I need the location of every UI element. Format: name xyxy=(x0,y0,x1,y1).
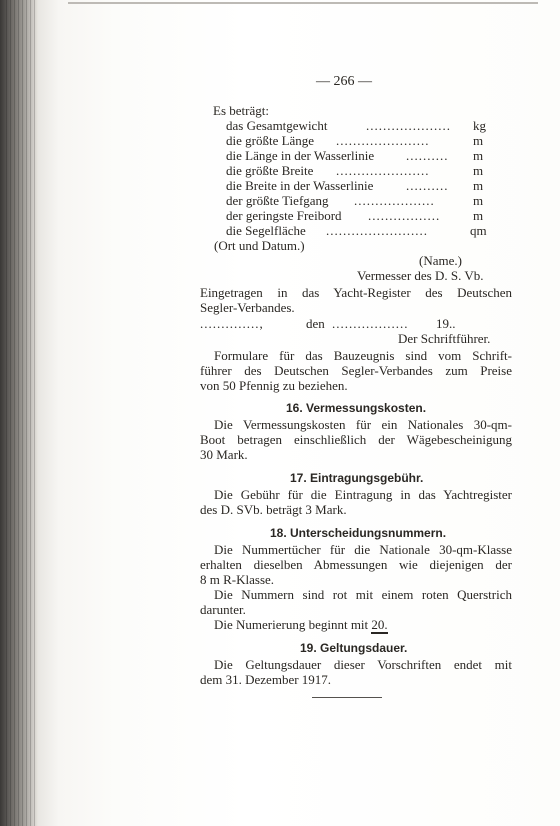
date-dots: .............., xyxy=(200,316,264,331)
section-line: Die Vermessungskosten für ein Nationales 30-qm- xyxy=(214,417,512,432)
name-label: (Name.) xyxy=(419,253,462,268)
dot-leader: ................... xyxy=(354,193,435,208)
measurement-unit: m xyxy=(473,133,484,148)
numbering-text: Die Numerierung beginnt mit xyxy=(214,617,369,632)
section-heading: 16. Vermessungskosten. xyxy=(286,401,427,415)
measurement-label: die größte Breite xyxy=(226,163,314,178)
book-spine xyxy=(0,0,38,826)
section-line: Die Nummertücher für die Nationale 30-qm-Klasse xyxy=(214,542,512,557)
dot-leader: .................... xyxy=(366,118,451,133)
place-date-label: (Ort und Datum.) xyxy=(214,238,305,253)
measurer-signature: Vermesser des D. S. Vb. xyxy=(357,268,484,283)
measurement-label: die Segelfläche xyxy=(226,223,306,238)
measurement-unit: m xyxy=(473,163,484,178)
dot-leader: .......... xyxy=(406,148,449,163)
section-line: Die Nummern sind rot mit einem roten Querstrich xyxy=(214,587,512,602)
date-dots: .................. xyxy=(332,316,409,331)
end-rule xyxy=(312,697,382,698)
date-year: 19.. xyxy=(436,316,456,331)
section-line: Boot betragen einschließlich der Wägebescheinigung xyxy=(200,432,512,447)
dot-leader: ...................... xyxy=(336,163,430,178)
forms-line: führer des Deutschen Segler-Verbandes zum Preise xyxy=(200,363,512,378)
measurement-unit: m xyxy=(473,148,484,163)
section-heading: 19. Geltungsdauer. xyxy=(300,641,408,655)
section-line: dem 31. Dezember 1917. xyxy=(200,672,332,687)
numbering-line xyxy=(214,617,388,632)
measurement-label: die größte Länge xyxy=(226,133,315,148)
section-line: 8 m R-Klasse. xyxy=(200,572,275,587)
measurement-unit: m xyxy=(473,178,484,193)
page-stack-edges xyxy=(6,0,36,826)
date-den: den xyxy=(306,316,325,331)
dot-leader: ...................... xyxy=(336,133,430,148)
section-line: erhalten dieselben Abmessungen wie diejenigen der xyxy=(200,557,512,572)
section-line: 30 Mark. xyxy=(200,447,248,462)
top-edge-rule xyxy=(68,2,538,4)
measurement-label: das Gesamtgewicht xyxy=(226,118,328,133)
secretary-signature: Der Schriftführer. xyxy=(398,331,491,346)
measurement-unit: qm xyxy=(470,223,487,238)
section-line: Die Geltungsdauer dieser Vorschriften endet mit xyxy=(214,657,512,672)
dot-leader: ........................ xyxy=(326,223,428,238)
measurement-unit: kg xyxy=(473,118,486,133)
section-line: Die Gebühr für die Eintragung in das Yachtregister xyxy=(214,487,512,502)
dot-leader: ................. xyxy=(368,208,441,223)
register-line: Eingetragen in das Yacht-Register des Deutschen xyxy=(200,285,512,300)
measurement-label: der größte Tiefgang xyxy=(226,193,329,208)
section-line: des D. SVb. beträgt 3 Mark. xyxy=(200,502,347,517)
book-page xyxy=(38,0,560,826)
measurement-label: der geringste Freibord xyxy=(226,208,342,223)
measurement-unit: m xyxy=(473,193,484,208)
section-heading: 18. Unterscheidungsnummern. xyxy=(270,526,447,540)
intro-text: Es beträgt: xyxy=(213,103,269,118)
register-line: Segler-Verbandes. xyxy=(200,300,295,315)
dot-leader: .......... xyxy=(406,178,449,193)
numbering-start-value: 20. xyxy=(371,617,388,632)
section-line: darunter. xyxy=(200,602,246,617)
measurement-label: die Breite in der Wasserlinie xyxy=(226,178,374,193)
measurement-unit: m xyxy=(473,208,484,223)
measurement-label: die Länge in der Wasserlinie xyxy=(226,148,375,163)
forms-line: Formulare für das Bauzeugnis sind vom Schrift- xyxy=(214,348,512,363)
section-heading: 17. Eintragungsgebühr. xyxy=(290,471,424,485)
page-number: — 266 — xyxy=(316,74,372,89)
forms-line: von 50 Pfennig zu beziehen. xyxy=(200,378,348,393)
